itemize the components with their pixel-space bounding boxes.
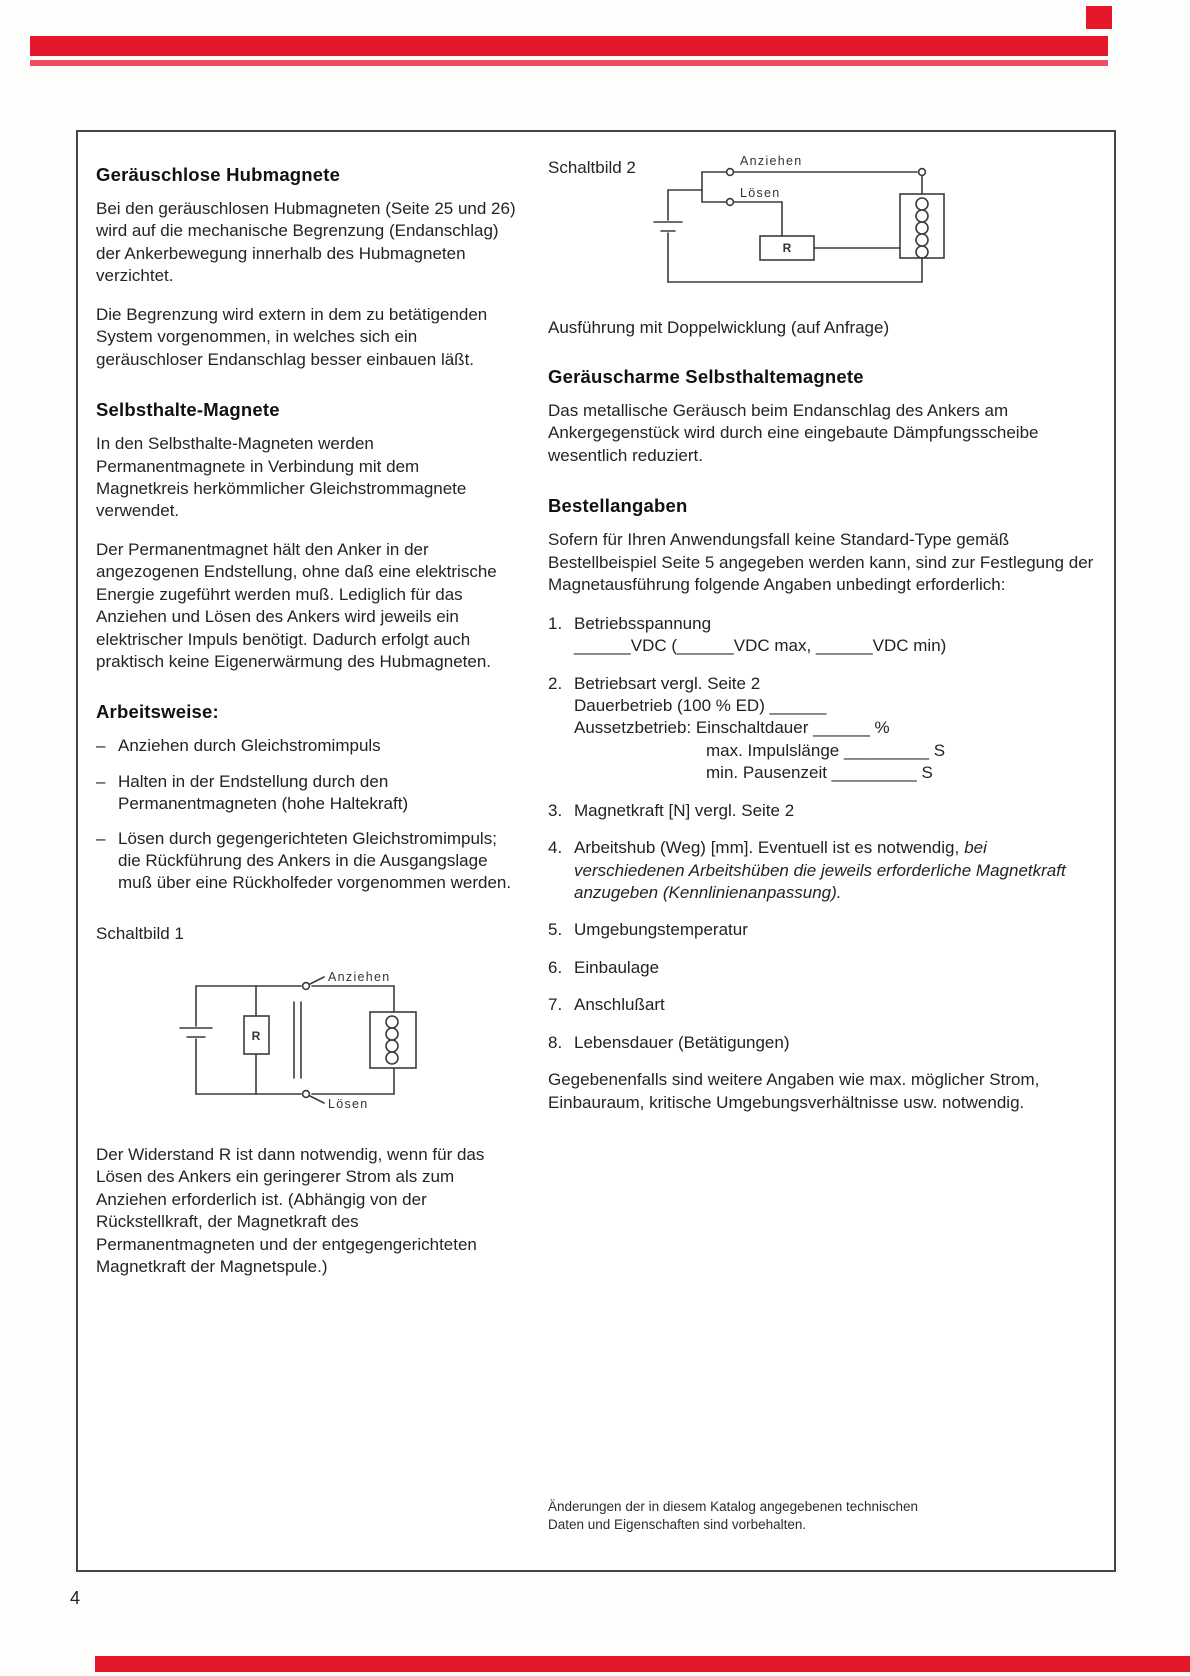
item-number: 5.	[548, 920, 563, 940]
item-number: 4.	[548, 838, 563, 858]
item-body	[574, 837, 1096, 904]
order-item-7	[548, 994, 1096, 1016]
schaltbild-2-diagram	[642, 150, 972, 310]
item-body	[574, 994, 1096, 1016]
heading-geraeuschlose-hubmagnete: Geräuschlose Hubmagnete	[96, 164, 341, 185]
heading-selbsthalte-magnete: Selbsthalte-Magnete	[96, 399, 280, 421]
heading-arbeitsweise: Arbeitsweise:	[96, 701, 219, 723]
schaltbild-2	[548, 154, 1096, 310]
item-blank-line: Aussetzbetrieb: Einschaltdauer ______ %	[574, 718, 890, 738]
bestellangaben-list	[548, 613, 1096, 1055]
item-line: Magnetkraft [N] vergl. Seite 2	[574, 800, 795, 820]
order-item-1	[548, 613, 1096, 658]
para-selbsthalte-2: Der Permanentmagnet hält den Anker in der angezogenen Endstellung, ohne daß eine elektrische Energie zugeführt werden muß. Lediglich für das Anziehen und Lösen des Ankers wird jeweils ein elektrischer Impuls benötigt. Dadurch erfolgt auch praktisch keine Eigenerwärmung des Hubmagneten.	[96, 539, 497, 671]
anziehen-label: Anziehen	[739, 154, 803, 168]
bottom-red-bar	[95, 1656, 1190, 1672]
arbeitsweise-list	[96, 735, 516, 894]
item-line: Umgebungstemperatur	[574, 920, 748, 940]
list-item-text: Halten in der Endstellung durch den Permanentmagneten (hohe Haltekraft)	[118, 771, 409, 813]
list-item	[96, 735, 516, 757]
list-item-text: Lösen durch gegengerichteten Gleichstromimpuls; die Rückführung des Ankers in die Ausgangslage muß über eine Rückholfeder vorgenommen werden.	[118, 828, 512, 892]
para-weitere-angaben: Gegebenenfalls sind weitere Angaben wie max. möglicher Strom, Einbauraum, kritische Umgebungsverhältnisse usw. notwendig.	[548, 1070, 1040, 1112]
item-body	[574, 1032, 1096, 1054]
circuit-lines	[180, 977, 416, 1103]
list-item-text: Anziehen durch Gleichstromimpuls	[118, 736, 381, 756]
schaltbild1-caption: Schaltbild 1	[96, 924, 184, 943]
item-number: 8.	[548, 1032, 563, 1052]
corner-register-mark	[1086, 6, 1112, 29]
schaltbild-1	[154, 954, 516, 1122]
item-number: 7.	[548, 995, 563, 1015]
anziehen-label: Anziehen	[328, 970, 391, 984]
item-line: Betriebsart vergl. Seite 2	[574, 673, 761, 693]
item-line-normal: Arbeitshub (Weg) [mm]. Eventuell ist es notwendig,	[574, 838, 960, 858]
dash-marker: –	[96, 736, 106, 756]
dash-marker: –	[96, 771, 106, 791]
top-red-bar	[30, 36, 1108, 56]
para-geraeuscharm: Das metallische Geräusch beim Endanschlag des Ankers am Ankergegenstück wird durch eine eingebaute Dämpfungsscheibe wesentlich reduziert.	[548, 401, 1039, 465]
loesen-label: Lösen	[328, 1097, 369, 1111]
item-blank-line: ______VDC (______VDC max, ______VDC min)	[574, 636, 947, 656]
resistor-label: R	[782, 241, 792, 255]
order-item-2	[548, 673, 1096, 785]
list-item	[96, 828, 516, 894]
item-body	[574, 613, 1096, 658]
item-line	[574, 837, 1096, 904]
item-line: Einbaulage	[574, 957, 660, 977]
order-item-8	[548, 1032, 1096, 1054]
para-geraeuschlos-1: Bei den geräuschlosen Hubmagneten (Seite 25 und 26) wird auf die mechanische Begrenzung (Endanschlag) der Ankerbewegung innerhalb des Hubmagneten verzichtet.	[96, 199, 516, 286]
item-number: 2.	[548, 673, 563, 693]
item-number: 6.	[548, 957, 563, 977]
item-line: Anschlußart	[574, 995, 665, 1015]
order-item-5	[548, 919, 1096, 941]
heading-bestellangaben: Bestellangaben	[548, 495, 688, 517]
loesen-label: Lösen	[739, 186, 781, 200]
order-item-4	[548, 837, 1096, 904]
item-blank-line: min. Pausenzeit _________ S	[706, 763, 933, 783]
para-bestellangaben-intro: Sofern für Ihren Anwendungsfall keine Standard-Type gemäß Bestellbeispiel Seite 5 angegeben werden kann, sind zur Festlegung der Magnetausführung folgende Angaben unbedingt erforderlich:	[548, 530, 1094, 595]
item-line: Betriebsspannung	[574, 613, 712, 633]
item-line-italic: bei verschiedenen Arbeitshüben die jeweils erforderliche Magnetkraft anzugeben (Kennlinienanpassung).	[574, 838, 1066, 902]
item-number: 3.	[548, 800, 563, 820]
circuit-lines	[654, 169, 944, 282]
item-body	[574, 957, 1096, 979]
item-blank-line: max. Impulslänge _________ S	[706, 740, 946, 760]
list-item	[96, 771, 516, 815]
content-frame	[76, 130, 1116, 1572]
heading-geraeuscharme-selbsthaltemagnete: Geräuscharme Selbsthaltemagnete	[548, 366, 864, 387]
item-number: 1.	[548, 613, 563, 633]
para-widerstand: Der Widerstand R ist dann notwendig, wenn für das Lösen des Ankers ein geringerer Strom als zum Anziehen erforderlich ist. (Abhängig von der Rückstellkraft, der Magnetkraft des Permanentmagneten und der entgegengerichteten Magnetkraft der Magnetspule.)	[96, 1145, 485, 1277]
schaltbild2-caption: Schaltbild 2	[548, 158, 636, 177]
right-column	[548, 154, 1096, 1544]
item-body	[574, 673, 1096, 785]
left-column	[96, 158, 516, 1544]
item-line: Lebensdauer (Betätigungen)	[574, 1032, 790, 1052]
item-body	[574, 800, 1096, 822]
page-number: 4	[70, 1588, 81, 1608]
order-item-6	[548, 957, 1096, 979]
item-blank-line: Dauerbetrieb (100 % ED) ______	[574, 695, 827, 715]
dash-marker: –	[96, 828, 106, 848]
order-item-3	[548, 800, 1096, 822]
schaltbild-1-diagram	[154, 954, 454, 1122]
footnote: Änderungen der in diesem Katalog angegebenen technischen Daten und Eigenschaften sind vorbehalten.	[548, 1498, 919, 1532]
item-body	[574, 919, 1096, 941]
resistor-label: R	[251, 1029, 261, 1043]
para-selbsthalte-1: In den Selbsthalte-Magneten werden Permanentmagnete in Verbindung mit dem Magnetkreis herkömmlicher Gleichstrommagnete verwendet.	[96, 434, 467, 521]
doppelwicklung-note: Ausführung mit Doppelwicklung (auf Anfrage)	[548, 318, 890, 337]
para-geraeuschlos-2: Die Begrenzung wird extern in dem zu betätigenden System vorgenommen, in welches sich ein geräuschloser Endanschlag besser einbauen läßt.	[96, 304, 488, 369]
top-thin-red-bar	[30, 60, 1108, 66]
